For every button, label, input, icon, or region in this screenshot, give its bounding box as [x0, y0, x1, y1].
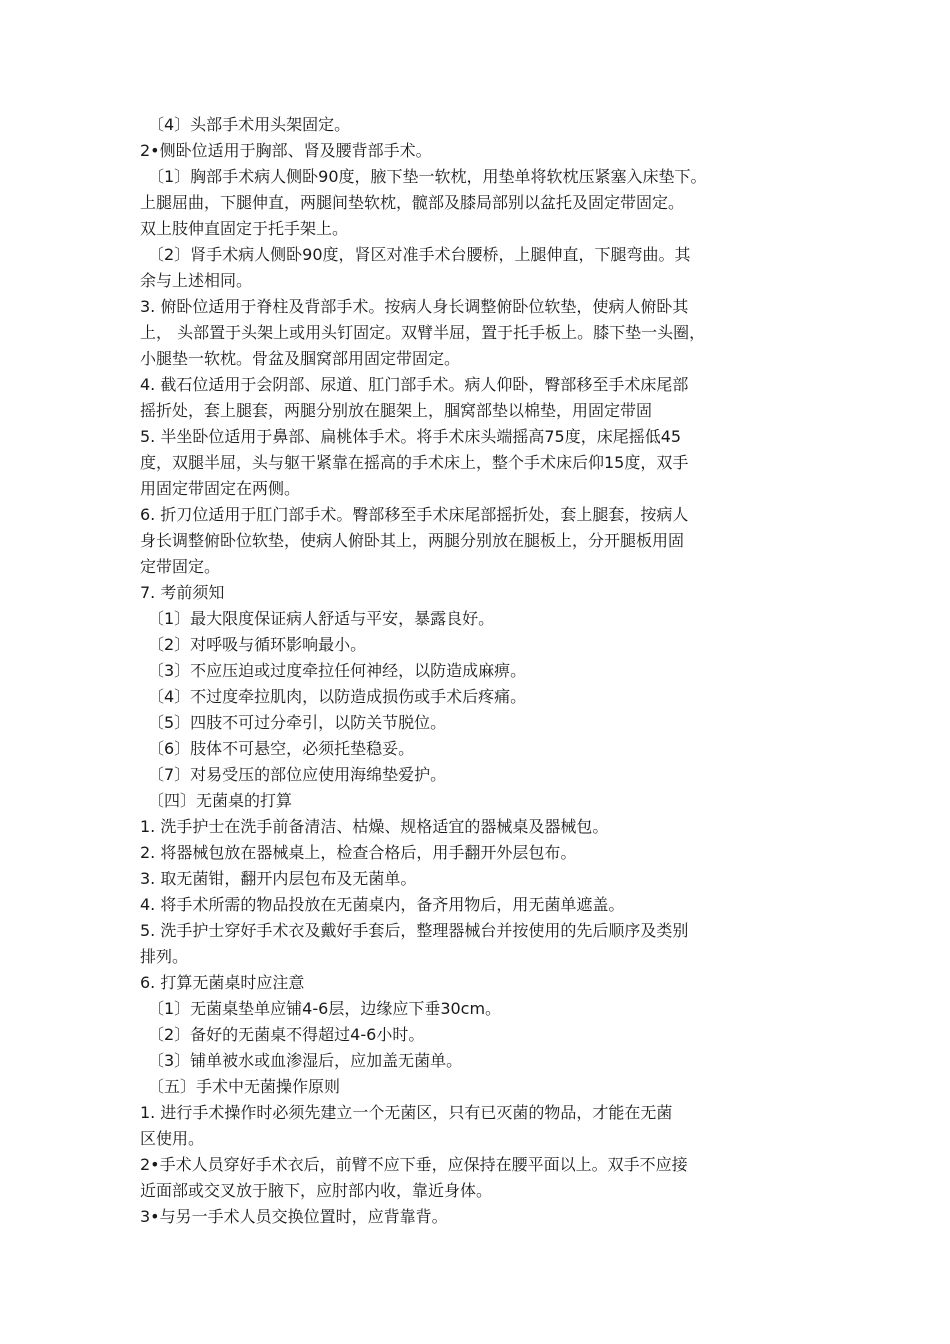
text-line: 度，双腿半屈，头与躯干紧靠在摇高的手术床上，整个手术床后仰15度，双手	[140, 453, 689, 472]
text-line: 3. 俯卧位适用于脊柱及背部手术。按病人身长调整俯卧位软垫，使病人俯卧其	[140, 297, 689, 316]
text-line: 4. 将手术所需的物品投放在无菌桌内，备齐用物后，用无菌单遮盖。	[140, 895, 625, 914]
text-line: 〔3〕不应压迫或过度牵拉任何神经，以防造成麻痹。	[148, 661, 527, 680]
text-line: 〔2〕对呼吸与循环影响最小。	[148, 635, 367, 654]
text-line: 4. 截石位适用于会阴部、尿道、肛门部手术。病人仰卧，臀部移至手术床尾部	[140, 375, 689, 394]
document-body	[140, 112, 930, 1230]
text-line: 〔7〕对易受压的部位应使用海绵垫爱护。	[148, 765, 447, 784]
text-line: 〔2〕备好的无菌桌不得超过4-6小时。	[148, 1025, 425, 1044]
text-line: 〔3〕铺单被水或血渗湿后，应加盖无菌单。	[148, 1051, 463, 1070]
text-line: 摇折处，套上腿套，两腿分别放在腿架上，腘窝部垫以棉垫，用固定带固	[140, 401, 653, 420]
text-line: 1. 进行手术操作时必须先建立一个无菌区，只有已灭菌的物品，才能在无菌	[140, 1103, 673, 1122]
text-line: 排列。	[140, 947, 189, 966]
text-line: 上腿屈曲，下腿伸直，两腿间垫软枕，髋部及膝局部别以盆托及固定带固定。	[140, 193, 685, 212]
text-line: 〔2〕肾手术病人侧卧90度，肾区对准手术台腰桥，上腿伸直，下腿弯曲。其	[148, 245, 691, 264]
text-line: 〔4〕头部手术用头架固定。	[148, 115, 351, 134]
text-line: 身长调整俯卧位软垫，使病人俯卧其上，两腿分别放在腿板上，分开腿板用固	[140, 531, 685, 550]
text-line: 小腿垫一软枕。骨盆及腘窝部用固定带固定。	[140, 349, 461, 368]
text-line: 双上肢伸直固定于托手架上。	[140, 219, 349, 238]
text-line: 〔1〕胸部手术病人侧卧90度，腋下垫一软枕，用垫单将软枕压紧塞入床垫下。	[148, 167, 707, 186]
text-line: 〔五〕手术中无菌操作原则	[148, 1077, 341, 1096]
text-line: 2•侧卧位适用于胸部、肾及腰背部手术。	[140, 141, 432, 160]
text-line: 3•与另一手术人员交换位置时，应背靠背。	[140, 1207, 448, 1226]
text-line: 1. 洗手护士在洗手前备清洁、枯燥、规格适宜的器械桌及器械包。	[140, 817, 609, 836]
text-line: 〔1〕最大限度保证病人舒适与平安，暴露良好。	[148, 609, 495, 628]
text-line: 〔4〕不过度牵拉肌肉，以防造成损伤或手术后疼痛。	[148, 687, 527, 706]
text-line: 〔四〕无菌桌的打算	[148, 791, 293, 810]
text-line: 区使用。	[140, 1129, 205, 1148]
text-line: 2•手术人员穿好手术衣后，前臂不应下垂，应保持在腰平面以上。双手不应接	[140, 1155, 688, 1174]
text-line: 6. 打算无菌桌时应注意	[140, 973, 305, 992]
text-line: 2. 将器械包放在器械桌上，检查合格后，用手翻开外层包布。	[140, 843, 577, 862]
text-line: 6. 折刀位适用于肛门部手术。臀部移至手术床尾部摇折处，套上腿套，按病人	[140, 505, 689, 524]
text-line: 上， 头部置于头架上或用头钉固定。双臂半屈，置于托手板上。膝下垫一头圈，	[140, 323, 706, 342]
text-line: 〔6〕肢体不可悬空，必须托垫稳妥。	[148, 739, 415, 758]
text-line: 5. 洗手护士穿好手术衣及戴好手套后，整理器械台并按使用的先后顺序及类别	[140, 921, 689, 940]
text-line: 定带固定。	[140, 557, 221, 576]
text-line: 用固定带固定在两侧。	[140, 479, 301, 498]
text-line: 余与上述相同。	[140, 271, 253, 290]
text-line: 3. 取无菌钳，翻开内层包布及无菌单。	[140, 869, 417, 888]
text-line: 7. 考前须知	[140, 583, 225, 602]
text-line: 5. 半坐卧位适用于鼻部、扁桃体手术。将手术床头端摇高75度，床尾摇低45	[140, 427, 682, 446]
text-line: 〔5〕四肢不可过分牵引，以防关节脱位。	[148, 713, 447, 732]
text-line: 近面部或交叉放于腋下，应肘部内收，靠近身体。	[140, 1181, 493, 1200]
text-line: 〔1〕无菌桌垫单应铺4-6层，边缘应下垂30cm。	[148, 999, 502, 1018]
